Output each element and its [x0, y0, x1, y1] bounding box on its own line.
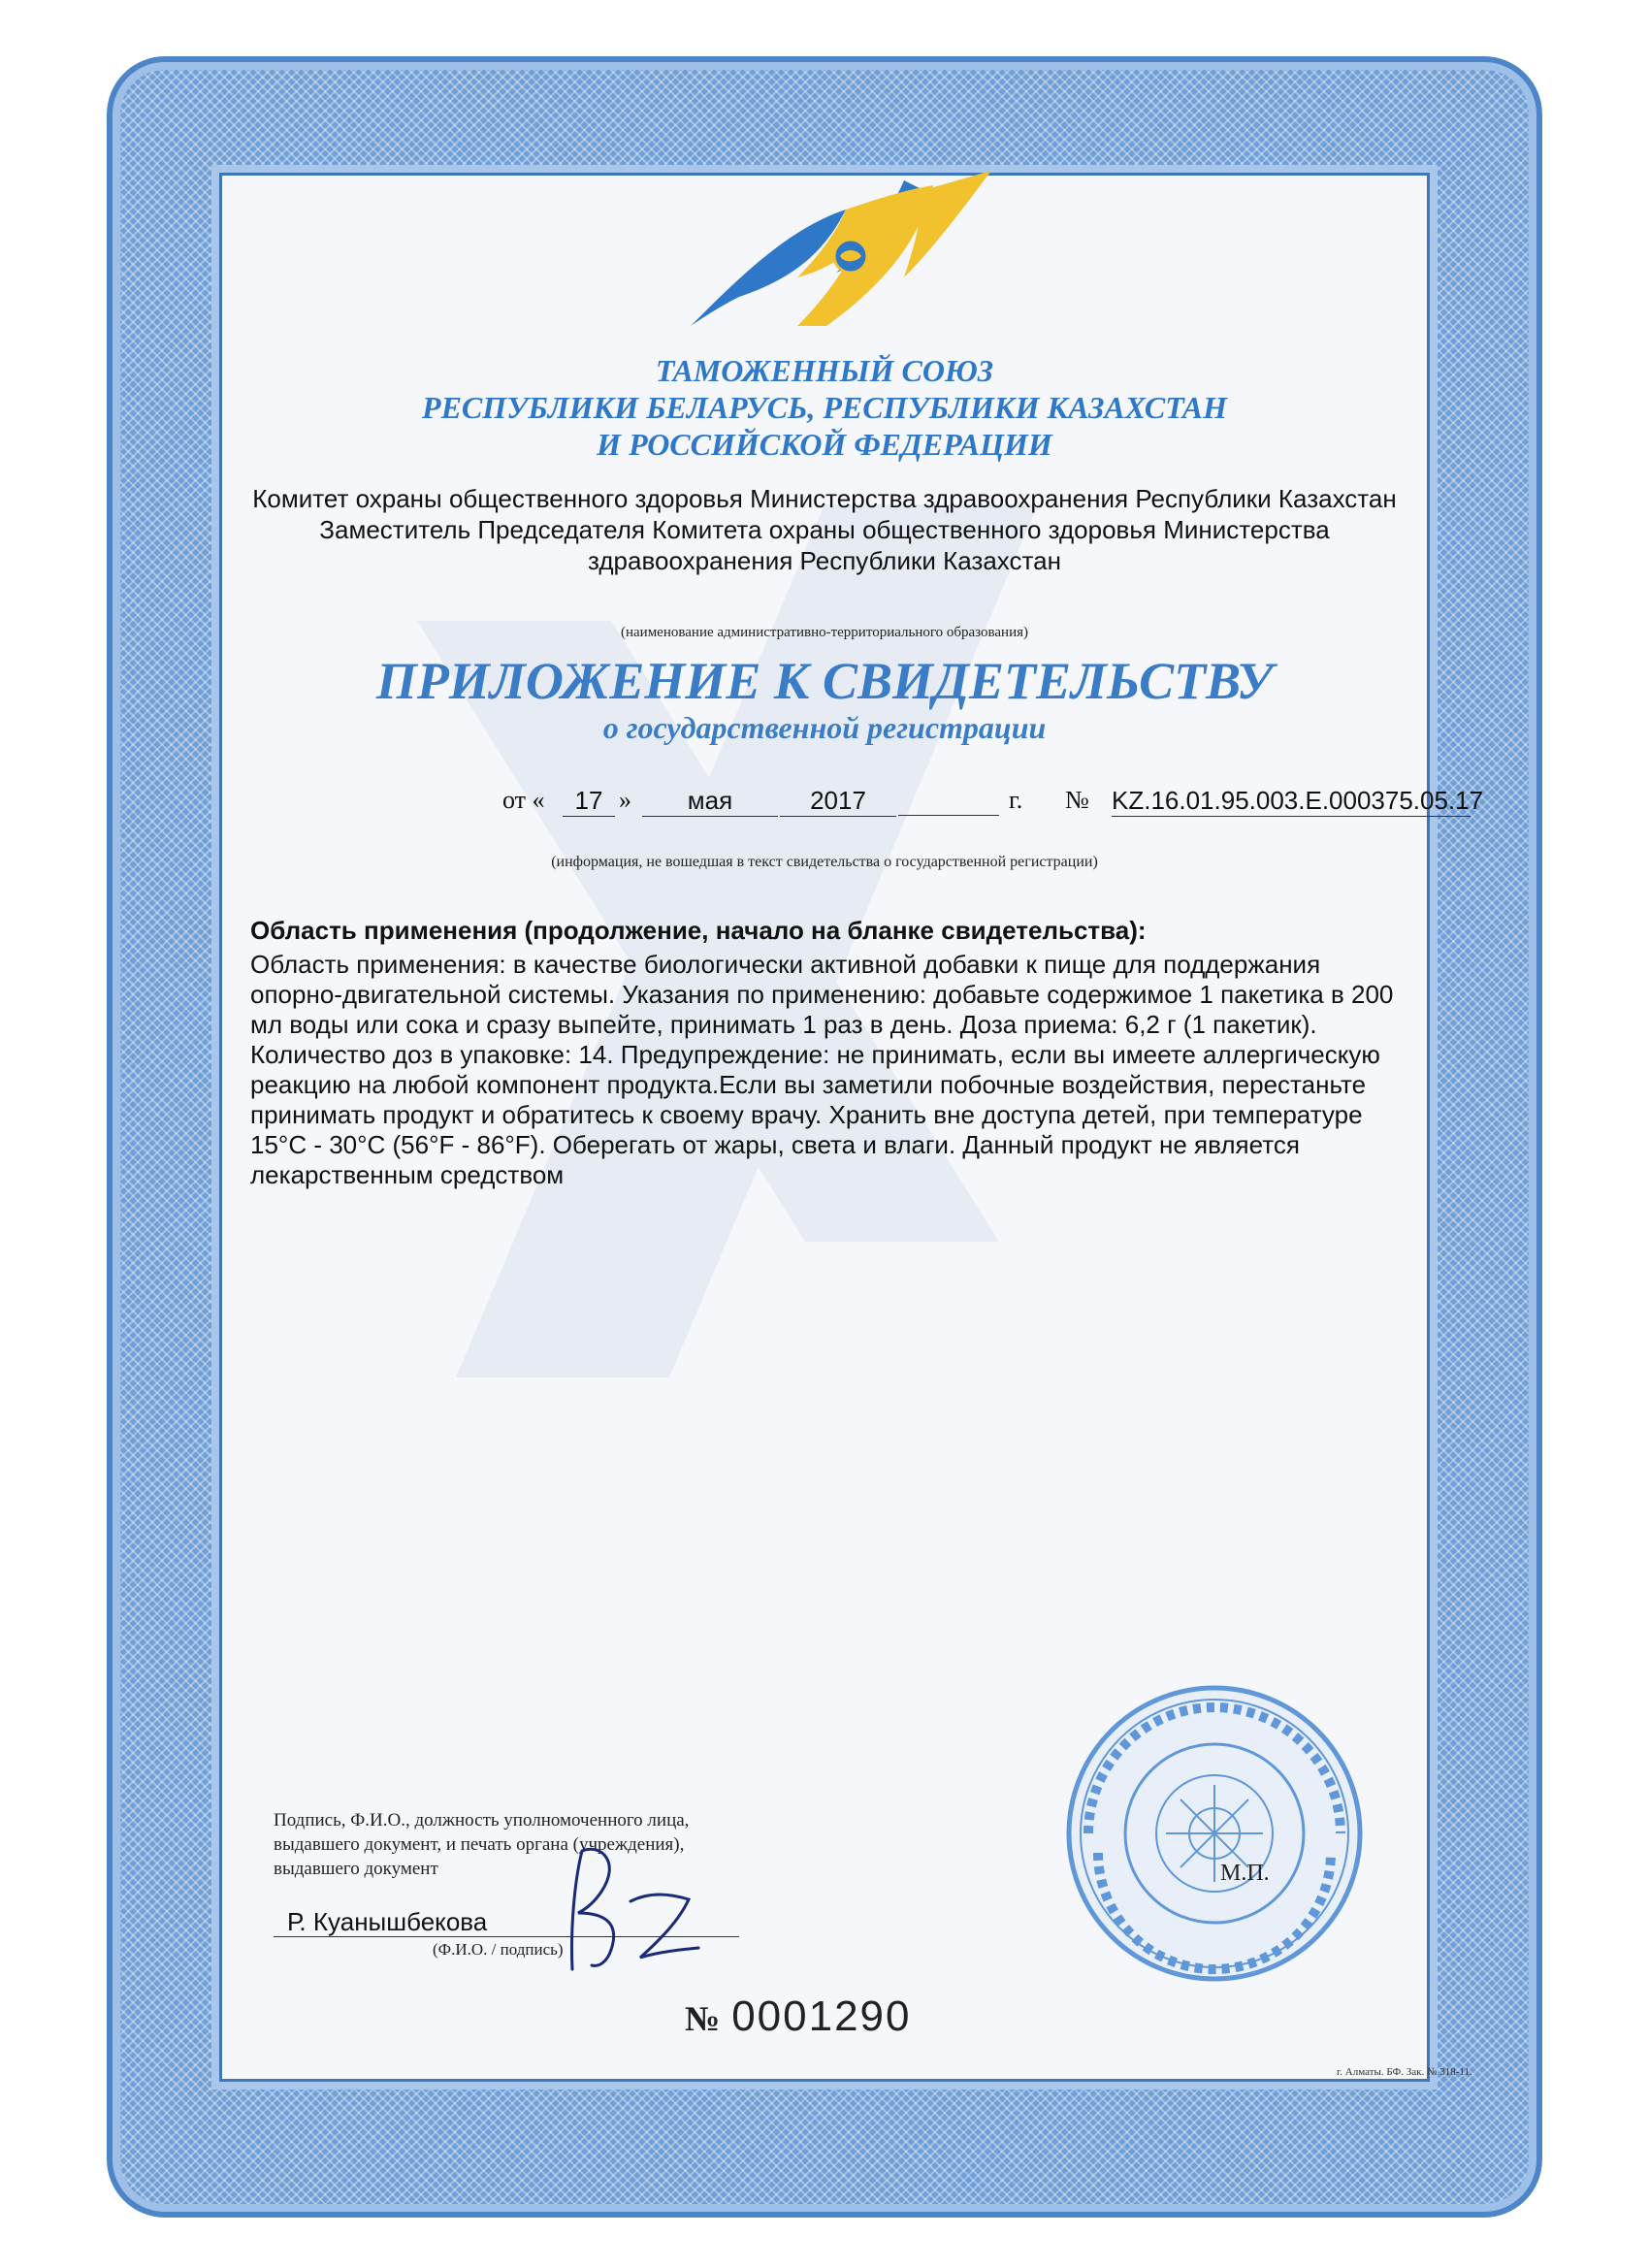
issuer-block [223, 483, 1426, 576]
printer-imprint: г. Алматы. БФ. Зак. № 318-11. [1337, 2066, 1472, 2078]
date-no-sign: № [1065, 786, 1089, 814]
union-header-line1: ТАМОЖЕННЫЙ СОЮЗ [655, 353, 994, 388]
union-header-line3: И РОССИЙСКОЙ ФЕДЕРАЦИИ [597, 427, 1052, 462]
date-g: г. [1009, 786, 1023, 814]
official-stamp-seal [1059, 1678, 1370, 1989]
date-line [495, 776, 1484, 823]
signature-label-line1: Подпись, Ф.И.О., должность уполномоченного лица, [274, 1810, 690, 1831]
scope-line: мл воды или сока и сразу выпейте, принимать 1 раз в день. Доза приема: 6,2 г (1 пакетик). [250, 1010, 1317, 1039]
scope-line: принимать продукт и обратитесь к своему врачу. Хранить вне доступа детей, при температуре [250, 1100, 1363, 1129]
scope-line: опорно-двигательной системы. Указания по применению: добавьте содержимое 1 пакетика в 200 [250, 980, 1394, 1009]
form-serial-number [685, 1993, 911, 2041]
document-title: ПРИЛОЖЕНИЕ К СВИДЕТЕЛЬСТВУ [375, 652, 1274, 710]
customs-union-logo [681, 171, 1001, 336]
registration-number: KZ.16.01.95.003.E.000375.05.17 [1112, 786, 1484, 815]
scope-line: лекарственным средством [250, 1160, 565, 1189]
handwritten-signature [543, 1843, 718, 1979]
scope-line: реакцию на любой компонент продукта.Если вы заметили побочные воздействия, перестаньте [250, 1070, 1367, 1099]
serial-no-sign: № [685, 1999, 723, 2038]
document-subtitle: о государственной регистрации [602, 710, 1047, 745]
signature-label-line3: выдавшего документ [274, 1859, 438, 1879]
signer-name: Р. Куанышбекова [287, 1907, 488, 1936]
stamp-place-mark: М.П. [1220, 1861, 1270, 1886]
scope-heading: Область применения (продолжение, начало на бланке свидетельства): [250, 916, 1147, 945]
signature-caption: (Ф.И.О. / подпись) [433, 1940, 564, 1959]
date-year-blank [898, 786, 999, 816]
date-close-quote: » [619, 786, 631, 814]
scope-line: 15°С - 30°С (56°F - 86°F). Оберегать от жары, света и влаги. Данный продукт не является [250, 1130, 1300, 1159]
signature-label-line2: выдавшего документ, и печать органа (учреждения), [274, 1834, 685, 1855]
issuer-line1: Комитет охраны общественного здоровья Министерства здравоохранения Республики Казахстан [252, 484, 1397, 513]
date-ot: от « [502, 786, 545, 814]
union-header-line2: РЕСПУБЛИКИ БЕЛАРУСЬ, РЕСПУБЛИКИ КАЗАХСТАН [422, 390, 1227, 425]
info-caption: (информация, не вошедшая в текст свидетельства о государственной регистрации) [551, 854, 1098, 870]
date-day: 17 [563, 786, 615, 817]
date-month: мая [642, 786, 778, 817]
scope-line: Область применения: в качестве биологически активной добавки к пище для поддержания [250, 950, 1321, 979]
issuer-line2: Заместитель Председателя Комитета охраны общественного здоровья Министерства [319, 515, 1330, 544]
scope-section [250, 916, 1443, 1190]
issuer-line3: здравоохранения Республики Казахстан [588, 546, 1061, 575]
issuer-caption: (наименование административно-территориального образования) [620, 625, 1029, 640]
serial-number: 0001290 [731, 1993, 912, 2040]
scope-line: Количество доз в упаковке: 14. Предупреждение: не принимать, если вы имеете аллергическую [250, 1040, 1380, 1069]
date-year: 2017 [780, 786, 896, 817]
